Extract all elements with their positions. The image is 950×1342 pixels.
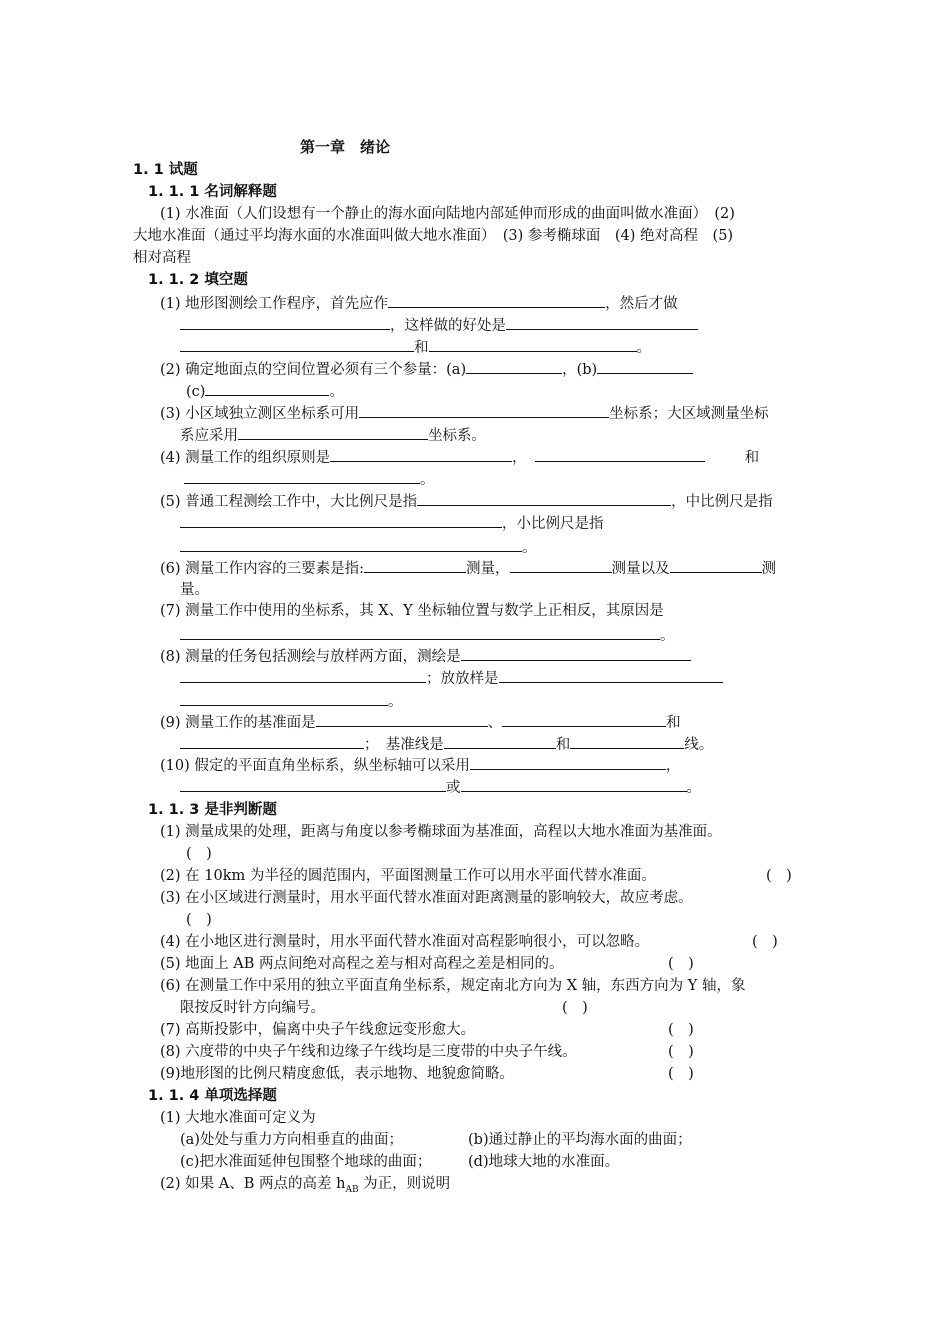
glossary-line-3: 相对高程 xyxy=(133,250,191,266)
tf-q1-answer[interactable]: ( ) xyxy=(186,846,212,862)
fill-q1-text-a: (1) 地形图测绘工作程序，首先应作 xyxy=(160,296,389,312)
tf-q7-text: (7) 高斯投影中，偏离中央子午线愈远变形愈大。 xyxy=(160,1022,476,1038)
fill-q8-line1 xyxy=(160,646,691,667)
mc-q1-option-d[interactable]: (d)地球大地的水准面。 xyxy=(468,1154,620,1170)
tf-q2-text: (2) 在 10km 为半径的圆范围内，平面图测量工作可以用水平面代替水准面。 xyxy=(160,868,656,884)
fill-q3-line1 xyxy=(160,403,769,424)
fill-q6-blank-2[interactable] xyxy=(510,558,612,573)
fill-q10-text-c: 或 xyxy=(446,780,461,796)
tf-q3-text: (3) 在小区域进行测量时，用水平面代替水准面对距离测量的影响较大，故应考虑。 xyxy=(160,890,693,906)
fill-q4-text-d: 。 xyxy=(420,472,435,488)
fill-q9-text-d: ； 基准线是 xyxy=(364,737,444,753)
fill-q9-text-a: (9) 测量工作的基准面是 xyxy=(160,715,316,731)
fill-q3-text-c: 系应采用 xyxy=(180,428,238,444)
fill-q5-line3 xyxy=(180,537,537,558)
fill-q2-blank-b[interactable] xyxy=(597,359,693,374)
fill-q1-text-e: 。 xyxy=(636,340,651,356)
section-1-1-heading: 1. 1 试题 xyxy=(133,162,198,178)
fill-q2-blank-a[interactable] xyxy=(466,359,562,374)
fill-q1-blank-3[interactable] xyxy=(506,315,698,330)
fill-q2-line2 xyxy=(186,381,344,402)
fill-q5-blank-3[interactable] xyxy=(180,537,522,552)
fill-q3-text-a: (3) 小区域独立测区坐标系可用 xyxy=(160,406,360,422)
mc-q1-text: (1) 大地水准面可定义为 xyxy=(160,1110,316,1126)
fill-q10-text-b: ， xyxy=(665,758,681,774)
fill-q10-blank-1[interactable] xyxy=(470,755,666,770)
fill-q6-blank-3[interactable] xyxy=(670,558,762,573)
fill-q5-line2 xyxy=(180,513,604,534)
fill-q5-text-a: (5) 普通工程测绘工作中，大比例尺是指 xyxy=(160,494,418,510)
fill-q4-text-a: (4) 测量工作的组织原则是 xyxy=(160,450,331,466)
tf-q6-answer[interactable]: ( ) xyxy=(562,1000,588,1016)
fill-q9-text-c: 和 xyxy=(666,715,681,731)
fill-q1-line3 xyxy=(180,337,651,358)
fill-q8-text-c: 。 xyxy=(388,694,403,710)
section-1-1-2-heading: 1. 1. 2 填空题 xyxy=(148,272,248,288)
fill-q9-text-e: 和 xyxy=(555,737,571,753)
fill-q7-line2 xyxy=(180,625,675,646)
fill-q2-line1 xyxy=(160,359,693,380)
fill-q10-blank-3[interactable] xyxy=(461,777,687,792)
fill-q5-text-d: 。 xyxy=(522,540,537,556)
glossary-line-2: 大地水准面（通过平均海水面的水准面叫做大地水准面） (3) 参考椭球面 (4) 绝对高程 (5) xyxy=(133,228,734,244)
fill-q5-blank-2[interactable] xyxy=(180,513,502,528)
fill-q6-text-c: 测量以及 xyxy=(611,561,670,577)
tf-q4-text: (4) 在小地区进行测量时，用水平面代替水准面对高程影响很小，可以忽略。 xyxy=(160,934,650,950)
fill-q8-blank-4[interactable] xyxy=(180,691,388,706)
mc-q2-text-b: 为正，则说明 xyxy=(358,1176,451,1192)
mc-q1-option-a[interactable]: (a)处处与重力方向相垂直的曲面； xyxy=(180,1132,403,1148)
fill-q9-blank-4[interactable] xyxy=(444,734,556,749)
fill-q4-text-b: ， xyxy=(512,450,527,466)
fill-q4-line1 xyxy=(160,447,759,468)
fill-q9-line1 xyxy=(160,712,681,733)
fill-q5-line1 xyxy=(160,491,773,512)
fill-q10-text-d: 。 xyxy=(686,780,701,796)
fill-q1-blank-1[interactable] xyxy=(388,293,605,308)
section-1-1-4-heading: 1. 1. 4 单项选择题 xyxy=(148,1088,277,1104)
fill-q8-text-b: ；放放样是 xyxy=(426,671,499,687)
fill-q1-text-b: ，然后才做 xyxy=(605,296,678,312)
fill-q6-text-b: 测量， xyxy=(466,561,510,577)
fill-q3-text-d: 坐标系。 xyxy=(428,428,486,444)
tf-q6-text-1: (6) 在测量工作中采用的独立平面直角坐标系，规定南北方向为 X 轴，东西方向为 Y 轴，象 xyxy=(160,978,746,994)
fill-q9-blank-5[interactable] xyxy=(570,734,684,749)
tf-q4-answer[interactable]: ( ) xyxy=(752,934,778,950)
glossary-line-1: (1) 水准面（人们设想有一个静止的海水面向陆地内部延伸而形成的曲面叫做水准面） (2) xyxy=(160,206,735,222)
mc-q1-option-c[interactable]: (c)把水准面延伸包围整个地球的曲面； xyxy=(180,1154,432,1170)
mc-q2-text-a: (2) 如果 A、B 两点的高差 h xyxy=(160,1176,346,1192)
fill-q2-text-d: 。 xyxy=(329,384,344,400)
fill-q1-blank-4[interactable] xyxy=(180,337,414,352)
tf-q5-text: (5) 地面上 AB 两点间绝对高程之差与相对高程之差是相同的。 xyxy=(160,956,564,972)
fill-q2-text-b: ，(b) xyxy=(562,362,598,378)
mc-q2-subscript: AB xyxy=(345,1184,359,1195)
tf-q9-answer[interactable]: ( ) xyxy=(668,1066,694,1082)
fill-q9-line2 xyxy=(180,734,713,755)
fill-q10-text-a: (10) 假定的平面直角坐标系，纵坐标轴可以采用 xyxy=(160,758,470,774)
fill-q4-blank-3[interactable] xyxy=(184,469,420,484)
tf-q5-answer[interactable]: ( ) xyxy=(668,956,694,972)
fill-q7-line1: (7) 测量工作中使用的坐标系，其 X、Y 坐标轴位置与数学上正相反，其原因是 xyxy=(160,603,664,619)
tf-q8-answer[interactable]: ( ) xyxy=(668,1044,694,1060)
fill-q1-text-c: ，这样做的好处是 xyxy=(390,318,506,334)
fill-q3-blank-2[interactable] xyxy=(238,425,428,440)
fill-q8-blank-1[interactable] xyxy=(461,646,691,661)
fill-q6-blank-1[interactable] xyxy=(364,558,466,573)
mc-q1-option-b[interactable]: (b)通过静止的平均海水面的曲面； xyxy=(468,1132,692,1148)
fill-q4-blank-2[interactable] xyxy=(535,447,705,462)
fill-q8-blank-3[interactable] xyxy=(499,668,723,683)
fill-q7-blank[interactable] xyxy=(180,625,660,640)
fill-q5-blank-1[interactable] xyxy=(417,491,671,506)
fill-q10-blank-2[interactable] xyxy=(180,777,446,792)
fill-q8-blank-2[interactable] xyxy=(180,668,426,683)
tf-q1-text: (1) 测量成果的处理，距离与角度以参考椭球面为基准面，高程以大地水准面为基准面。 xyxy=(160,824,722,840)
fill-q9-text-b: 、 xyxy=(487,715,503,731)
tf-q6-text-2: 限按反时针方向编号。 xyxy=(180,1000,325,1016)
fill-q9-blank-1[interactable] xyxy=(316,712,488,727)
fill-q2-text-c: (c) xyxy=(186,384,206,400)
fill-q2-text-a: (2) 确定地面点的空间位置必须有三个参量：(a) xyxy=(160,362,467,378)
mc-q2-text xyxy=(160,1174,450,1200)
fill-q9-blank-2[interactable] xyxy=(502,712,666,727)
fill-q3-text-b: 坐标系；大区域测量坐标 xyxy=(609,406,769,422)
fill-q6-line1 xyxy=(160,558,776,579)
fill-q9-blank-3[interactable] xyxy=(180,734,364,749)
fill-q5-text-c: ，小比例尺是指 xyxy=(502,516,604,532)
fill-q10-line1 xyxy=(160,755,680,776)
fill-q8-text-a: (8) 测量的任务包括测绘与放样两方面，测绘是 xyxy=(160,649,461,665)
tf-q9-text: (9)地形图的比例尺精度愈低，表示地物、地貌愈简略。 xyxy=(160,1066,515,1082)
fill-q1-blank-5[interactable] xyxy=(429,337,637,352)
tf-q7-answer[interactable]: ( ) xyxy=(668,1022,694,1038)
fill-q6-line2: 量。 xyxy=(180,582,209,598)
fill-q6-text-a: (6) 测量工作内容的三要素是指: xyxy=(160,561,365,577)
fill-q8-line2 xyxy=(180,668,723,689)
fill-q1-line1 xyxy=(160,293,678,314)
fill-q8-line3 xyxy=(180,691,403,712)
tf-q3-answer[interactable]: ( ) xyxy=(186,912,212,928)
fill-q1-line2 xyxy=(180,315,698,336)
fill-q1-text-d: 和 xyxy=(414,340,429,356)
fill-q3-line2 xyxy=(180,425,486,446)
fill-q1-blank-2[interactable] xyxy=(180,315,390,330)
tf-q2-answer[interactable]: ( ) xyxy=(766,868,792,884)
fill-q6-text-d: 测 xyxy=(761,561,777,577)
fill-q4-blank-1[interactable] xyxy=(330,447,512,462)
chapter-title: 第一章 绪论 xyxy=(300,138,391,156)
tf-q8-text: (8) 六度带的中央子午线和边缘子午线均是三度带的中央子午线。 xyxy=(160,1044,577,1060)
fill-q9-text-f: 线。 xyxy=(684,737,714,753)
section-1-1-3-heading: 1. 1. 3 是非判断题 xyxy=(148,802,277,818)
fill-q2-blank-c[interactable] xyxy=(205,381,329,396)
fill-q10-line2 xyxy=(180,777,701,798)
fill-q4-text-c: 和 xyxy=(744,450,760,466)
fill-q7-text-b: 。 xyxy=(660,628,675,644)
section-1-1-1-heading: 1. 1. 1 名词解释题 xyxy=(148,184,277,200)
fill-q5-text-b: ，中比例尺是指 xyxy=(671,494,773,510)
fill-q3-blank-1[interactable] xyxy=(359,403,609,418)
fill-q4-line2 xyxy=(184,469,435,490)
